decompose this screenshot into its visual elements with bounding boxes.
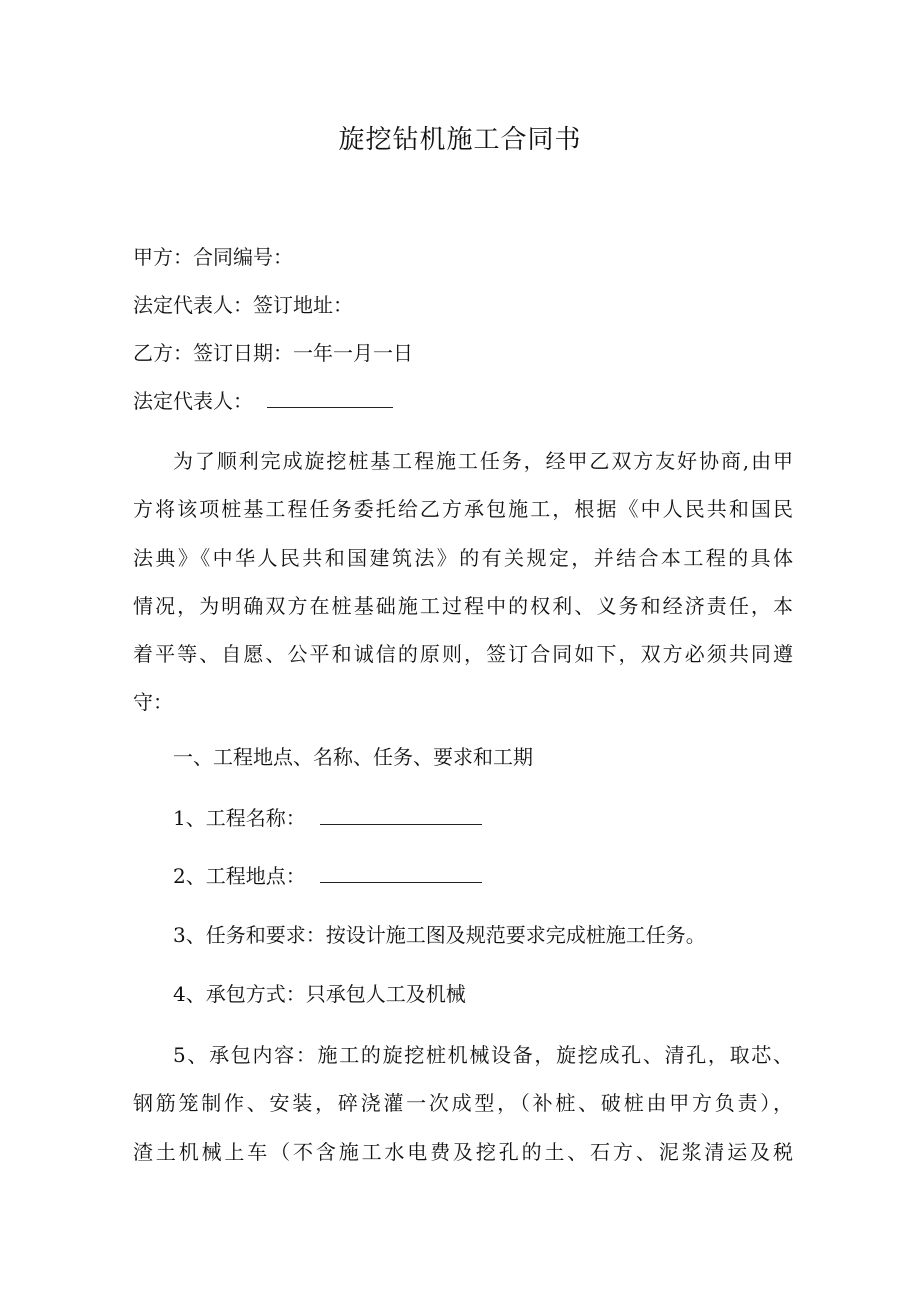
preamble-line: 情况，为明确双方在桩基础施工过程中的权利、义务和经济责任，本 — [133, 593, 793, 618]
preamble-line: 为了顺利完成旋挖桩基工程施工任务，经甲乙双方友好协商,由甲 — [173, 449, 793, 473]
project-name-row — [173, 803, 482, 833]
contract-mode-line: 4、承包方式：只承包人工及机械 — [173, 982, 466, 1006]
legal-rep-a-line: 法定代表人：签订地址： — [133, 293, 353, 317]
preamble-line: 法典》《中华人民共和国建筑法》的有关规定，并结合本工程的具体 — [133, 545, 793, 570]
task-requirements-line: 3、任务和要求：按设计施工图及规范要求完成桩施工任务。 — [173, 923, 706, 947]
party-a-line: 甲方：合同编号： — [133, 245, 293, 269]
contract-content-line: 5、承包内容：施工的旋挖桩机械设备，旋挖成孔、清孔，取芯、 — [173, 1043, 793, 1067]
project-location-row — [173, 861, 482, 891]
preamble-line: 守： — [133, 690, 173, 715]
section-1-heading: 一、工程地点、名称、任务、要求和工期 — [173, 745, 533, 769]
contract-content-line: 渣土机械上车（不含施工水电费及挖孔的土、石方、泥浆清运及税 — [133, 1139, 793, 1164]
project-location-label: 2、工程地点： — [173, 864, 306, 888]
legal-rep-b-blank — [267, 387, 393, 408]
project-location-blank — [320, 862, 482, 883]
party-b-line: 乙方：签订日期：一年一月一日 — [133, 341, 413, 365]
preamble-paragraph — [133, 437, 793, 727]
legal-rep-b-row — [133, 386, 393, 416]
preamble-line: 方将该项桩基工程任务委托给乙方承包施工，根据《中人民共和国民 — [133, 497, 793, 522]
preamble-line: 着平等、自愿、公平和诚信的原则，签订合同如下，双方必须共同遵 — [133, 642, 793, 667]
contract-content-paragraph — [133, 1031, 793, 1176]
legal-rep-b-label: 法定代表人： — [133, 389, 253, 413]
project-name-label: 1、工程名称： — [173, 806, 306, 830]
project-name-blank — [320, 804, 482, 825]
document-title: 旋挖钻机施工合同书 — [338, 125, 582, 155]
contract-content-line: 钢筋笼制作、安装，碎浇灌一次成型，（补桩、破桩由甲方负责）， — [133, 1091, 793, 1116]
